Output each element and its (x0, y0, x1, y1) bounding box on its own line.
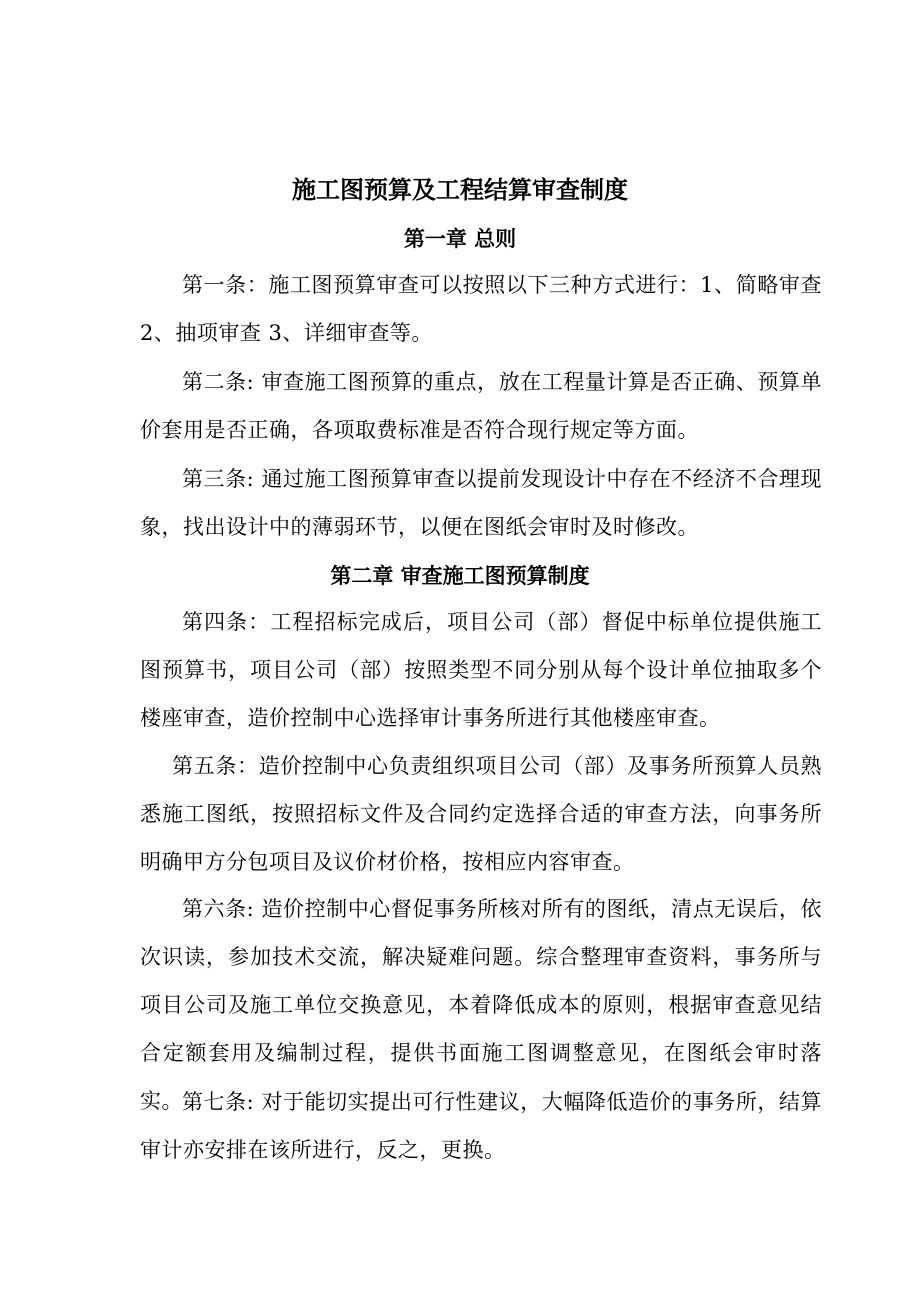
article-2: 第二条: 审查施工图预算的重点，放在工程量计算是否正确、预算单价套用是否正确，各项取费标准是否符合现行规定等方面。 (140, 370, 822, 442)
document-title: 施工图预算及工程结算审查制度 (292, 175, 628, 204)
chapter-heading-budget-review: 第二章 审查施工图预算制度 (330, 563, 590, 588)
article-3: 第三条: 通过施工图预算审查以提前发现设计中存在不经济不合理现象，找出设计中的薄弱环节，以便在图纸会审时及时修改。 (140, 467, 822, 539)
article-6: 第六条: 造价控制中心督促事务所核对所有的图纸，清点无误后，依次识读，参加技术交流，解决疑难问题。综合整理审查资料，事务所与项目公司及施工单位交换意见，本着降低成本的原则，根据审查意见结合定额套用及编制过程，提供书面施工图调整意见，在图纸会审时落实。 (140, 897, 822, 1113)
article-5: 第五条：造价控制中心负责组织项目公司（部）及事务所预算人员熟悉施工图纸，按照招标文件及合同约定选择合适的审查方法，向事务所明确甲方分包项目及议价材价格，按相应内容审查。 (140, 754, 822, 874)
article-7: 第七条: 对于能切实提出可行性建议，大幅降低造价的事务所，结算审计亦安排在该所进行，反之，更换。 (140, 1090, 822, 1162)
article-1: 第一条：施工图预算审查可以按照以下三种方式进行：1、简略审查 2、抽项审查 3、详细审查等。 (140, 273, 822, 345)
chapter-heading-general: 第一章 总则 (403, 226, 517, 251)
article-4: 第四条：工程招标完成后，项目公司（部）督促中标单位提供施工图预算书，项目公司（部）按照类型不同分别从每个设计单位抽取多个楼座审查，造价控制中心选择审计事务所进行其他楼座审查。 (140, 610, 822, 730)
